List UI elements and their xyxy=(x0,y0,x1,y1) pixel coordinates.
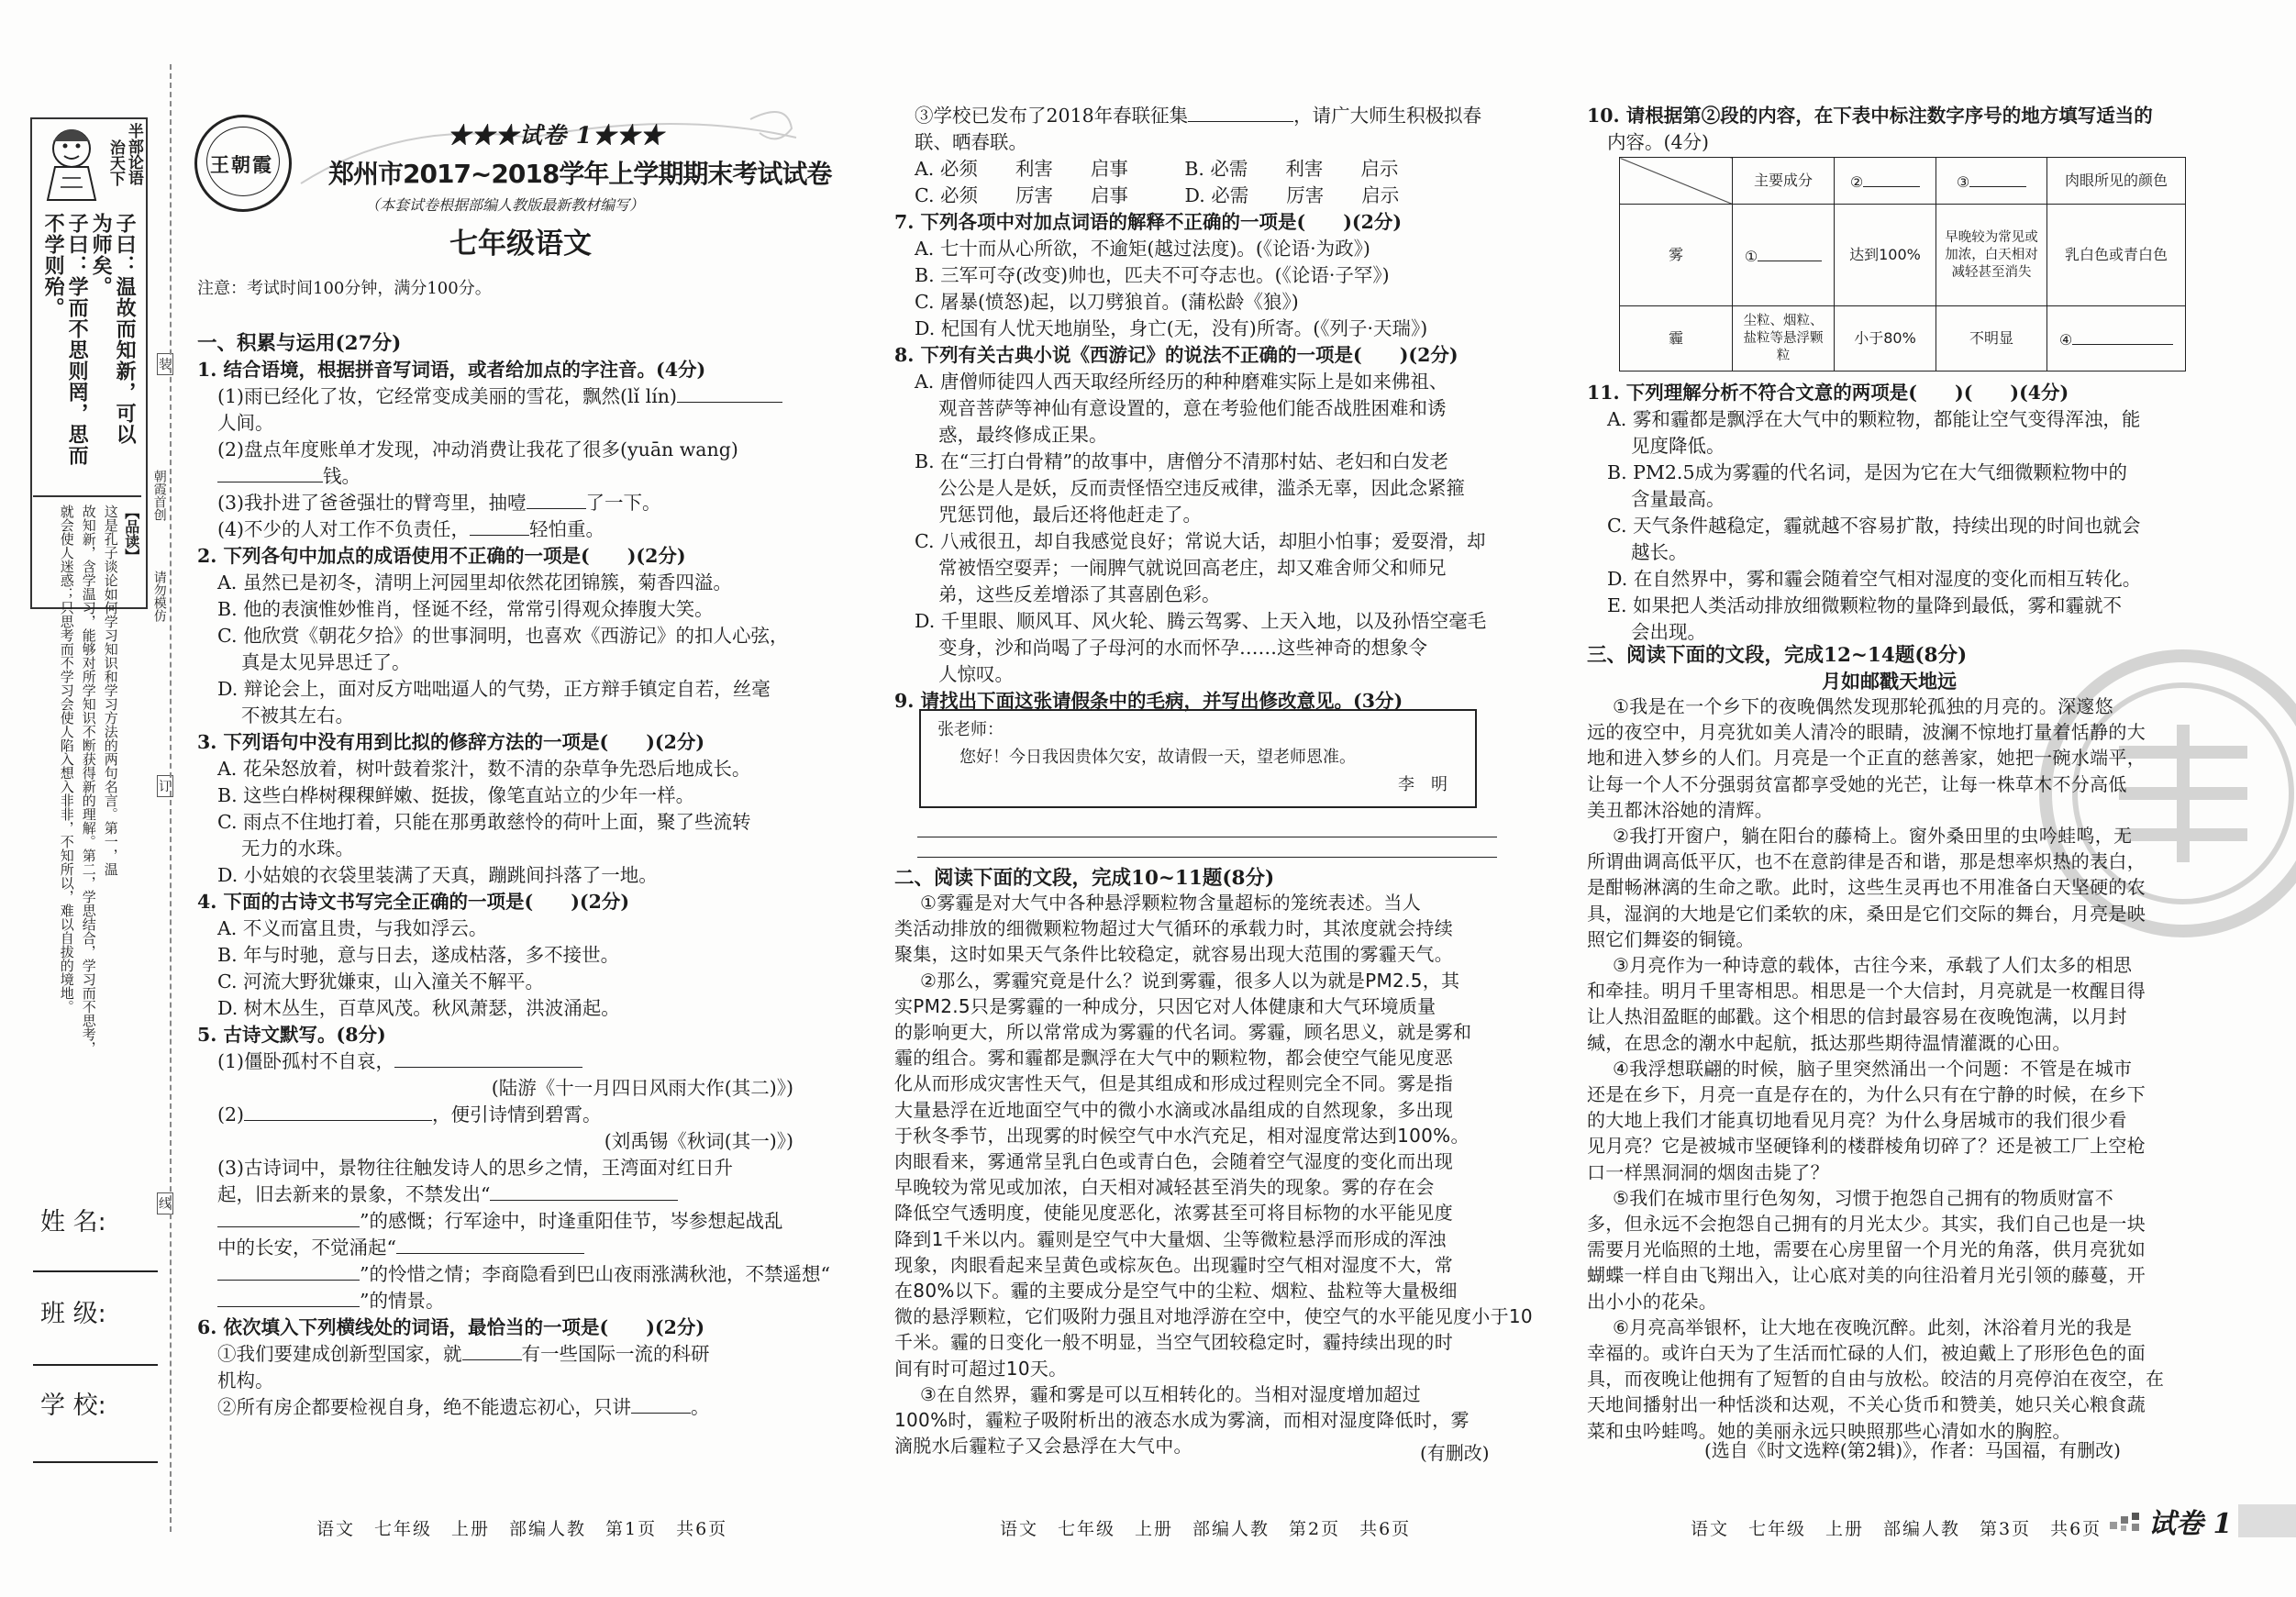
text-line: 化从而形成灾害性天气，但是其组成和形成过程则完全不同。雾是指 xyxy=(894,1072,1453,1095)
text-line: 人惊叹。 xyxy=(938,663,1014,685)
text-line: (陆游《十一月四日风雨大作(其二)》) xyxy=(491,1077,793,1099)
exam-title: 郑州市2017~2018学年上学期期末考试试卷 xyxy=(328,159,832,189)
text-line: B. PM2.5成为雾霾的代名词，是因为它在大气细微颗粒物中的 xyxy=(1607,461,2127,483)
table-cell: 达到100% xyxy=(1835,205,1936,306)
text-line: ③在自然界，霾和雾是可以互相转化的。当相对湿度增加超过 xyxy=(920,1382,1422,1405)
footer-page-1: 语文 七年级 上册 部编人教 第1页 共6页 xyxy=(316,1519,728,1539)
text-line: 降到1千米以内。霾则是空气中大量烟、尘等微粒悬浮而形成的浑浊 xyxy=(894,1227,1447,1250)
text-line: 美丑都沐浴她的清辉。 xyxy=(1587,798,1773,821)
note-body: 您好！今日我因贵体欠安，故请假一天，望老师恩准。 xyxy=(959,748,1356,767)
note-sign: 李 明 xyxy=(1398,775,1447,794)
text-line: 现象，肉眼看起来呈黄色或棕灰色。出现霾时空气相对湿度不大，常 xyxy=(894,1253,1453,1276)
reading-label: 【品读】 xyxy=(122,505,140,563)
text-line: 降低空气透明度，使能见度恶化，浓雾甚至可将目标物的水平能见度 xyxy=(894,1202,1453,1225)
footer-exam-tag: 试卷 1 xyxy=(2148,1508,2233,1540)
table-corner xyxy=(1620,158,1733,205)
text-line: 出小小的花朵。 xyxy=(1587,1290,1718,1313)
text-line: A. 不义而富且贵，与我如浮云。 xyxy=(217,917,488,939)
text-line: 缄，在思念的潮水中起航，抵达那些期待温情灌溉的心田。 xyxy=(1587,1031,2071,1054)
quote-line-2: 为师矣。 xyxy=(89,213,114,297)
text-line: 变身，沙和尚喝了子母河的水而怀孕……这些神奇的想象令 xyxy=(938,637,1427,659)
text-line: ③月亮作为一种诗意的载体，古往今来，承载了人们太多的相思 xyxy=(1613,954,2133,977)
text-line: 1. 结合语境，根据拼音写词语，或者给加点的字注音。(4分) xyxy=(197,359,706,381)
column-2 xyxy=(894,103,1500,715)
text-line: 9. 请找出下面这张请假条中的毛病，并写出修改意见。(3分) xyxy=(894,690,1403,712)
binding-sidebar xyxy=(0,0,174,1597)
class-label: 班 级: xyxy=(40,1300,106,1328)
text-line: ⑥月亮高举银杯，让大地在夜晚沉醉。此刻，沐浴着月光的我是 xyxy=(1613,1315,2133,1338)
text-line: 一、积累与运用(27分) xyxy=(197,332,402,355)
exam-subtitle: （本套试卷根据部编人教版最新教材编写） xyxy=(365,196,645,214)
text-line: ①我是在一个乡下的夜晚偶然发现那轮孤独的月亮的。深邃悠 xyxy=(1613,695,2114,717)
text-line: A. 必须 利害 启事 B. 必需 利害 启示 xyxy=(915,158,1399,180)
table-cell: 不明显 xyxy=(1936,306,2047,372)
question-11 xyxy=(1587,380,2211,646)
answer-line-2[interactable] xyxy=(917,857,1497,858)
text-line: (3)我扑进了爸爸强壮的臂弯里，抽噎 了一下。 xyxy=(217,492,661,514)
text-line: ①雾霾是对大气中各种悬浮颗粒物含量超标的笼统表述。当人 xyxy=(920,892,1422,914)
text-line: D. 在自然界中，雾和霾会随着空气相对湿度的变化而相互转化。 xyxy=(1607,568,2142,590)
text-line: 类活动排放的细微颗粒物超过大气循环的承载力时，其浓度就会持续 xyxy=(894,917,1453,940)
text-line: 见度降低。 xyxy=(1631,435,1725,457)
text-line: 的大地上我们才能真切地看见月亮？为什么身居城市的我们很少看 xyxy=(1587,1109,2127,1132)
table-cell: 乳白色或青白色 xyxy=(2047,205,2186,306)
text-line: ②那么，雾霾究竟是什么？说到雾霾，很多人以为就是PM2.5，其 xyxy=(920,969,1460,992)
text-line: 3. 下列语句中没有用到比拟的修辞方法的一项是( )(2分) xyxy=(197,731,705,753)
text-line: ②所有房企都要检视自身，绝不能遗忘初心，只讲 。 xyxy=(217,1396,710,1418)
text-line: ”的感慨；行军途中，时逢重阳佳节，岑参想起战乱 xyxy=(197,1208,812,1235)
text-line: 弟，这些反差增添了其喜剧色彩。 xyxy=(938,583,1221,605)
text-line: 所谓曲调高低平仄，也不在意韵律是否和谐，那是想率炽热的表白， xyxy=(1587,850,2146,873)
text-line: 咒惩罚他，最后还将他赶走了。 xyxy=(938,504,1202,526)
text-line: ③学校已发布了2018年春联征集 ，请广大师生积极拟春 xyxy=(915,105,1482,127)
logo-text: 王朝霞 xyxy=(210,153,273,176)
table-head-cell: ③ xyxy=(1936,158,2047,205)
text-line: C. 屠暴(愤怒)起，以刀劈狼首。(蒲松龄《狼》) xyxy=(915,291,1299,313)
text-line: 2. 下列各句中加点的成语使用不正确的一项是( )(2分) xyxy=(197,545,686,567)
footer-bar xyxy=(2238,1504,2296,1537)
text-line: 惑，最终修成正果。 xyxy=(938,424,1108,446)
text-line: 让每一个人不分强弱贫富都享受她的光芒，让每一株草木不分高低 xyxy=(1587,772,2127,795)
fill-blank[interactable] xyxy=(527,492,586,509)
text-line: 机构。 xyxy=(217,1370,274,1392)
text-line: B. 三军可夺(改变)帅也，匹夫不可夺志也。(《论语·子罕》) xyxy=(915,264,1390,286)
text-line: 11. 下列理解分析不符合文意的两项是( )( )(4分) xyxy=(1587,382,2069,404)
table-cell: ① xyxy=(1733,205,1835,306)
text-line: (3)古诗词中，景物往往触发诗人的思乡之情，王湾面对红日升 xyxy=(217,1157,734,1179)
text-line: 6. 依次填入下列横线处的词语，最恰当的一项是( )(2分) xyxy=(197,1316,705,1338)
text-line: 8. 下列有关古典小说《西游记》的说法不正确的一项是( )(2分) xyxy=(894,344,1459,366)
text-line: 需要月光临照的土地，需要在心房里留一个月光的角落，供月亮犹如 xyxy=(1587,1238,2146,1261)
question-10 xyxy=(1587,103,2211,156)
text-line: 不被其左右。 xyxy=(241,704,354,726)
section-2-revised: (有删改) xyxy=(1420,1442,1490,1464)
fill-blank[interactable] xyxy=(631,1396,691,1414)
text-line: 口一样黑洞洞的烟囱击毙了？ xyxy=(1587,1160,1829,1183)
fill-blank[interactable] xyxy=(462,1343,522,1360)
text-line: 间有时可超过10天。 xyxy=(894,1357,1068,1380)
fog-haze-table xyxy=(1619,157,2186,372)
text-line: ①我们要建成创新型国家，就 有一些国际一流的科研 xyxy=(217,1343,710,1365)
text-line: 越长。 xyxy=(1631,541,1688,563)
column-1 xyxy=(197,330,830,1421)
reading-text-3: 就会使人迷惑；只思考而不学习会使人陷入想入非非，不知所以，难以自拔的境地。 xyxy=(58,505,75,1014)
quote-line-4: 不学则殆。 xyxy=(41,213,66,318)
text-line: E. 如果把人类活动排放细微颗粒物的量降到最低，雾和霾就不 xyxy=(1607,594,2122,616)
text-line: 天地间播射出一种恬淡和达观，不关心货币和赞美，她只关心粮食蔬 xyxy=(1587,1393,2146,1416)
note-salute: 张老师： xyxy=(937,720,1004,739)
mascot-icon xyxy=(35,121,108,202)
name-field[interactable] xyxy=(33,1270,158,1272)
text-line: B. 年与时驰，意与日去，遂成枯落，多不接世。 xyxy=(217,944,620,966)
text-line: ⑤我们在城市里行色匆匆，习惯于抱怨自己拥有的物质财富不 xyxy=(1613,1186,2114,1209)
text-line: 和牵挂。明月千里寄相思。相思是一个大信封，月亮就是一枚醒目得 xyxy=(1587,980,2146,1003)
fill-blank[interactable] xyxy=(396,1237,584,1254)
text-line: A. 七十而从心所欲，不逾矩(越过法度)。(《论语·为政》) xyxy=(915,238,1370,260)
binding-mark-2: 订 xyxy=(157,775,173,797)
table-header-row xyxy=(1620,158,2186,205)
text-line: 见月亮？它是被城市坚硬锋利的楼群棱角切碎了？还是被工厂上空枪 xyxy=(1587,1135,2146,1158)
copyright-note-2: 请勿模仿 xyxy=(151,571,167,622)
text-line: (2)盘点年度账单才发现，冲动消费让我花了很多(yuān wang) xyxy=(217,438,738,460)
text-line: A. 唐僧师徒四人西天取经所经历的种种磨难实际上是如来佛祖、 xyxy=(915,371,1448,393)
section-2-passage xyxy=(894,890,1533,1458)
text-line: 7. 下列各项中对加点词语的解释不正确的一项是( )(2分) xyxy=(894,211,1403,233)
text-line: C. 必须 厉害 启事 D. 必需 厉害 启示 xyxy=(915,184,1400,206)
table-head-cell: 肉眼所见的颜色 xyxy=(2047,158,2186,205)
text-line: 霾的组合。雾和霾都是飘浮在大气中的颗粒物，都会使空气能见度恶 xyxy=(894,1047,1453,1070)
text-line: 内容。(4分) xyxy=(1607,131,1710,153)
text-line: (4)不少的人对工作不负责任， 轻怕重。 xyxy=(217,518,605,540)
text-line: D. 树木丛生，百草风茂。秋风萧瑟，洪波涌起。 xyxy=(217,997,620,1019)
text-line: A. 虽然已是初冬，清明上河园里却依然花团锦簇，菊香四溢。 xyxy=(217,571,732,593)
text-line: 是酣畅淋漓的生命之歌。此时，这些生灵再也不用准备白天坚硬的农 xyxy=(1587,876,2146,899)
text-line: C. 八戒很丑，却自我感觉良好；常说大话，却胆小怕事；爱耍滑，却 xyxy=(915,530,1486,552)
fill-blank[interactable] xyxy=(217,1263,360,1281)
text-line: (1)雨已经化了妆，它经常变成美丽的雪花，飘然(lǐ lín) xyxy=(197,383,812,410)
text-line: 菜和虫吟蛙鸣。她的美丽永远只映照那些心清如水的胸腔。 xyxy=(1587,1419,2071,1442)
text-line: 人间。 xyxy=(217,412,274,434)
table-cell: 尘粒、烟粒、盐粒等悬浮颗粒 xyxy=(1733,306,1835,372)
motto-small-2: 治天下 xyxy=(105,139,125,186)
text-line: C. 他欣赏《朝花夕拾》的世事洞明，也喜欢《西游记》的扣人心弦， xyxy=(217,625,789,647)
text-line: 多，但永远不会抱怨自己拥有的月光太少。其实，我们自己也是一块 xyxy=(1587,1213,2146,1236)
text-line: 的影响更大，所以常常成为雾霾的代名词。雾霾，顾名思义，就是雾和 xyxy=(894,1021,1472,1044)
text-line: 具，湿润的大地是它们柔软的床，桑田是它们交际的舞台，月亮是映 xyxy=(1587,902,2146,925)
text-line: D. 杞国有人忧天地崩坠，身亡(无，没有)所寄。(《列子·天瑞》) xyxy=(915,317,1428,339)
text-line: A. 花朵怒放着，树叶鼓着浆汁，数不清的杂草争先恐后地成长。 xyxy=(217,758,751,780)
quote-line-1: 子曰：温故而知新，可以 xyxy=(113,213,138,445)
class-field[interactable] xyxy=(33,1364,158,1366)
reading-text-1: 这是孔子谈论如何学习知识和学习方法的两句名言。第一，温 xyxy=(102,505,119,876)
school-label: 学 校: xyxy=(40,1392,106,1420)
exam-notice: 注意：考试时间100分钟，满分100分。 xyxy=(197,279,492,298)
name-label: 姓 名: xyxy=(40,1208,106,1237)
text-line: (刘禹锡《秋词(其一)》) xyxy=(604,1130,793,1152)
text-line: 观音菩萨等神仙有意设置的，意在考验他们能否战胜困难和诱 xyxy=(938,397,1447,419)
text-line: 5. 古诗文默写。(8分) xyxy=(197,1024,386,1046)
brand-logo xyxy=(194,115,292,212)
copyright-note-1: 朝霞首创 xyxy=(151,470,167,521)
motto-small-1: 半部论语 xyxy=(124,123,143,185)
fill-blank[interactable] xyxy=(217,1290,360,1307)
text-line: 无力的水珠。 xyxy=(241,837,354,859)
text-line: D. 千里眼、顺风耳、风火轮、腾云驾雾、上天入地，以及孙悟空毫毛 xyxy=(915,610,1487,632)
text-line: 蝴蝶一样自由飞翔出入，让心底对美的向往沿着月光引领的藤蔓，开 xyxy=(1587,1264,2146,1287)
text-line: 含量最高。 xyxy=(1631,488,1725,510)
row-label: 霾 xyxy=(1620,306,1733,372)
school-field[interactable] xyxy=(33,1461,158,1463)
fill-blank[interactable] xyxy=(394,1050,582,1068)
text-line: C. 河流大野犹嫌束，山入潼关不解平。 xyxy=(217,970,544,993)
row-label: 雾 xyxy=(1620,205,1733,306)
fill-blank[interactable] xyxy=(244,1103,432,1121)
text-line: 于秋冬季节，出现雾的时候空气中水汽充足，相对湿度常达到100%。 xyxy=(894,1124,1470,1147)
text-line: 真是太见异思迁了。 xyxy=(241,651,411,673)
text-line: 中的长安，不觉涌起“ xyxy=(197,1235,812,1261)
text-line: D. 辩论会上，面对反方咄咄逼人的气势，正方辩手镇定自若，丝毫 xyxy=(217,678,771,700)
table-cell: 早晚较为常见或加浓，白天相对减轻甚至消失 xyxy=(1936,205,2047,306)
text-line: B. 这些白桦树稞稞鲜嫩、挺拔，像笔直站立的少年一样。 xyxy=(217,784,695,806)
footer-page-3: 语文 七年级 上册 部编人教 第3页 共6页 xyxy=(1691,1519,2102,1539)
text-line: 聚集，这时如果天气条件比较稳定，就容易出现大范围的雾霾天气。 xyxy=(894,943,1453,966)
text-line: 幸福的。或许白天为了生活而忙碌的人们，被迫戴上了形形色色的面 xyxy=(1587,1342,2146,1365)
footer-page-2: 语文 七年级 上册 部编人教 第2页 共6页 xyxy=(1000,1519,1412,1539)
reading-divider xyxy=(33,495,141,497)
text-line: 实PM2.5只是雾霾的一种成分，只因它对人体健康和大气环境质量 xyxy=(894,994,1436,1017)
fill-blank[interactable] xyxy=(1188,105,1293,122)
binding-cut-line xyxy=(170,64,172,1532)
reading-text-2: 故知新，含学温习，能够对所学知识不断获得新的理解。第二，学思结合，学习而不思考， xyxy=(80,505,97,1055)
watermark-stamp-icon xyxy=(2027,642,2296,945)
fill-blank[interactable] xyxy=(217,465,323,482)
table-head-cell: ② xyxy=(1835,158,1936,205)
exam-series: ★★★试卷 1★★★ xyxy=(448,122,665,149)
passage-title: 月如邮戳天地远 xyxy=(1822,670,1957,693)
text-line: 钱。 xyxy=(197,463,812,490)
text-line: 让人热泪盈眶的邮戳。这个相思的信封最容易在夜晚饱满，以月封 xyxy=(1587,1005,2127,1028)
text-line: 滴脱水后霾粒子又会悬浮在大气中。 xyxy=(894,1435,1192,1458)
fill-blank[interactable] xyxy=(470,518,529,536)
text-line: 千米。霾的日变化一般不明显，当空气团较稳定时，霾持续出现的时 xyxy=(894,1331,1453,1354)
subject-title: 七年级语文 xyxy=(449,227,592,261)
text-line: 照它们舞姿的铜镜。 xyxy=(1587,927,1755,950)
footer-dots-icon xyxy=(2110,1509,2146,1533)
fill-blank[interactable] xyxy=(677,385,782,403)
text-line: 100%时，霾粒子吸附析出的液态水成为雾滴，而相对湿度降低时，雾 xyxy=(894,1409,1470,1432)
table-row-haze xyxy=(1620,306,2186,372)
table-row-fog xyxy=(1620,205,2186,306)
text-line: 还是在乡下，月亮一直是存在的，为什么只有在宁静的时候，在乡下 xyxy=(1587,1083,2146,1106)
text-line: C. 天气条件越稳定，霾就越不容易扩散，持续出现的时间也就会 xyxy=(1607,515,2141,537)
section-2-title: 二、阅读下面的文段，完成10~11题(8分) xyxy=(894,867,1275,890)
text-line: 联、晒春联。 xyxy=(915,131,1027,153)
text-line: 远的夜空中，月亮犹如美人清冷的眼睛，波澜不惊地打量着恬静的大 xyxy=(1587,721,2146,744)
text-line: 4. 下面的古诗文书写完全正确的一项是( )(2分) xyxy=(197,891,630,913)
text-line: 会出现。 xyxy=(1631,621,1706,643)
text-line: ”的情景。 xyxy=(197,1288,812,1314)
text-line: B. 他的表演惟妙惟肖，怪诞不经，常常引得观众捧腹大笑。 xyxy=(217,598,714,620)
passage-source: (选自《时文选粹(第2辑)》，作者：马国福，有删改) xyxy=(1704,1439,2121,1461)
text-line: 地和进入梦乡的人们。月亮是一个正直的慈善家，她把一碗水端平， xyxy=(1587,747,2146,770)
text-line: 早晚较为常见或加浓，白天相对减轻甚至消失的现象。雾的存在会 xyxy=(894,1176,1435,1199)
text-line: 大量悬浮在近地面空气中的微小水滴或冰晶组成的自然现象，多出现 xyxy=(894,1098,1453,1121)
text-line: 常被悟空耍弄；一闹脾气就说回高老庄，却又难舍师父和师兄 xyxy=(938,557,1447,579)
text-line: ②我打开窗户，躺在阳台的藤椅上。窗外桑田里的虫吟蛙鸣，无 xyxy=(1613,825,2133,848)
section-3-title: 三、阅读下面的文段，完成12~14题(8分) xyxy=(1587,644,1968,667)
text-line: ”的怜惜之情；李商隐看到巴山夜雨涨满秋池，不禁遥想“ xyxy=(197,1261,812,1288)
text-line: 10. 请根据第②段的内容，在下表中标注数字序号的地方填写适当的 xyxy=(1587,105,2153,127)
text-line: A. 雾和霾都是飘浮在大气中的颗粒物，都能让空气变得浑浊，能 xyxy=(1607,408,2141,430)
binding-mark-1: 装 xyxy=(157,353,173,375)
binding-mark-3: 线 xyxy=(157,1192,173,1214)
text-line: B. 在“三打白骨精”的故事中，唐僧分不清那村姑、老妇和白发老 xyxy=(915,450,1449,472)
text-line: 具，而夜晚让他拥有了短暂的自由与放松。皎洁的月亮停泊在夜空，在 xyxy=(1587,1368,2165,1391)
fill-blank[interactable] xyxy=(490,1183,678,1201)
text-line: C. 雨点不住地打着，只能在那勇敢慈怜的荷叶上面，聚了些流转 xyxy=(217,811,751,833)
text-line: 肉眼看来，雾通常呈乳白色或青白色，会随着空气湿度的变化而出现 xyxy=(894,1150,1453,1173)
table-head-cell: 主要成分 xyxy=(1733,158,1835,205)
table-cell: ④ xyxy=(2047,306,2186,372)
table-cell: 小于80% xyxy=(1835,306,1936,372)
text-line: 起，旧去新来的景象，不禁发出“ xyxy=(197,1181,812,1208)
text-line: 公公是人是妖，反而责怪悟空违反戒律，滥杀无辜，因此念紧箍 xyxy=(938,477,1465,499)
text-line: D. 小姑娘的衣袋里装满了天真，蹦跳间抖落了一地。 xyxy=(217,864,658,886)
text-line: (1)僵卧孤村不自哀， xyxy=(197,1048,812,1075)
quote-line-3: 子曰：学而不思则罔，思而 xyxy=(65,213,90,466)
text-line: 在80%以下。霾的主要成分是空气中的尘粒、烟粒、盐粒等大量极细 xyxy=(894,1280,1458,1303)
leave-note-box xyxy=(919,709,1477,808)
fill-blank[interactable] xyxy=(217,1210,360,1227)
text-line: (2) ，便引诗情到碧霄。 xyxy=(217,1103,602,1126)
text-line: ④我浮想联翩的时候，脑子里突然涌出一个问题：不管是在城市 xyxy=(1613,1057,2133,1080)
text-line: 微的悬浮颗粒，它们吸附力强且对地浮游在空中，使空气的水平能见度小于10 xyxy=(894,1305,1533,1328)
